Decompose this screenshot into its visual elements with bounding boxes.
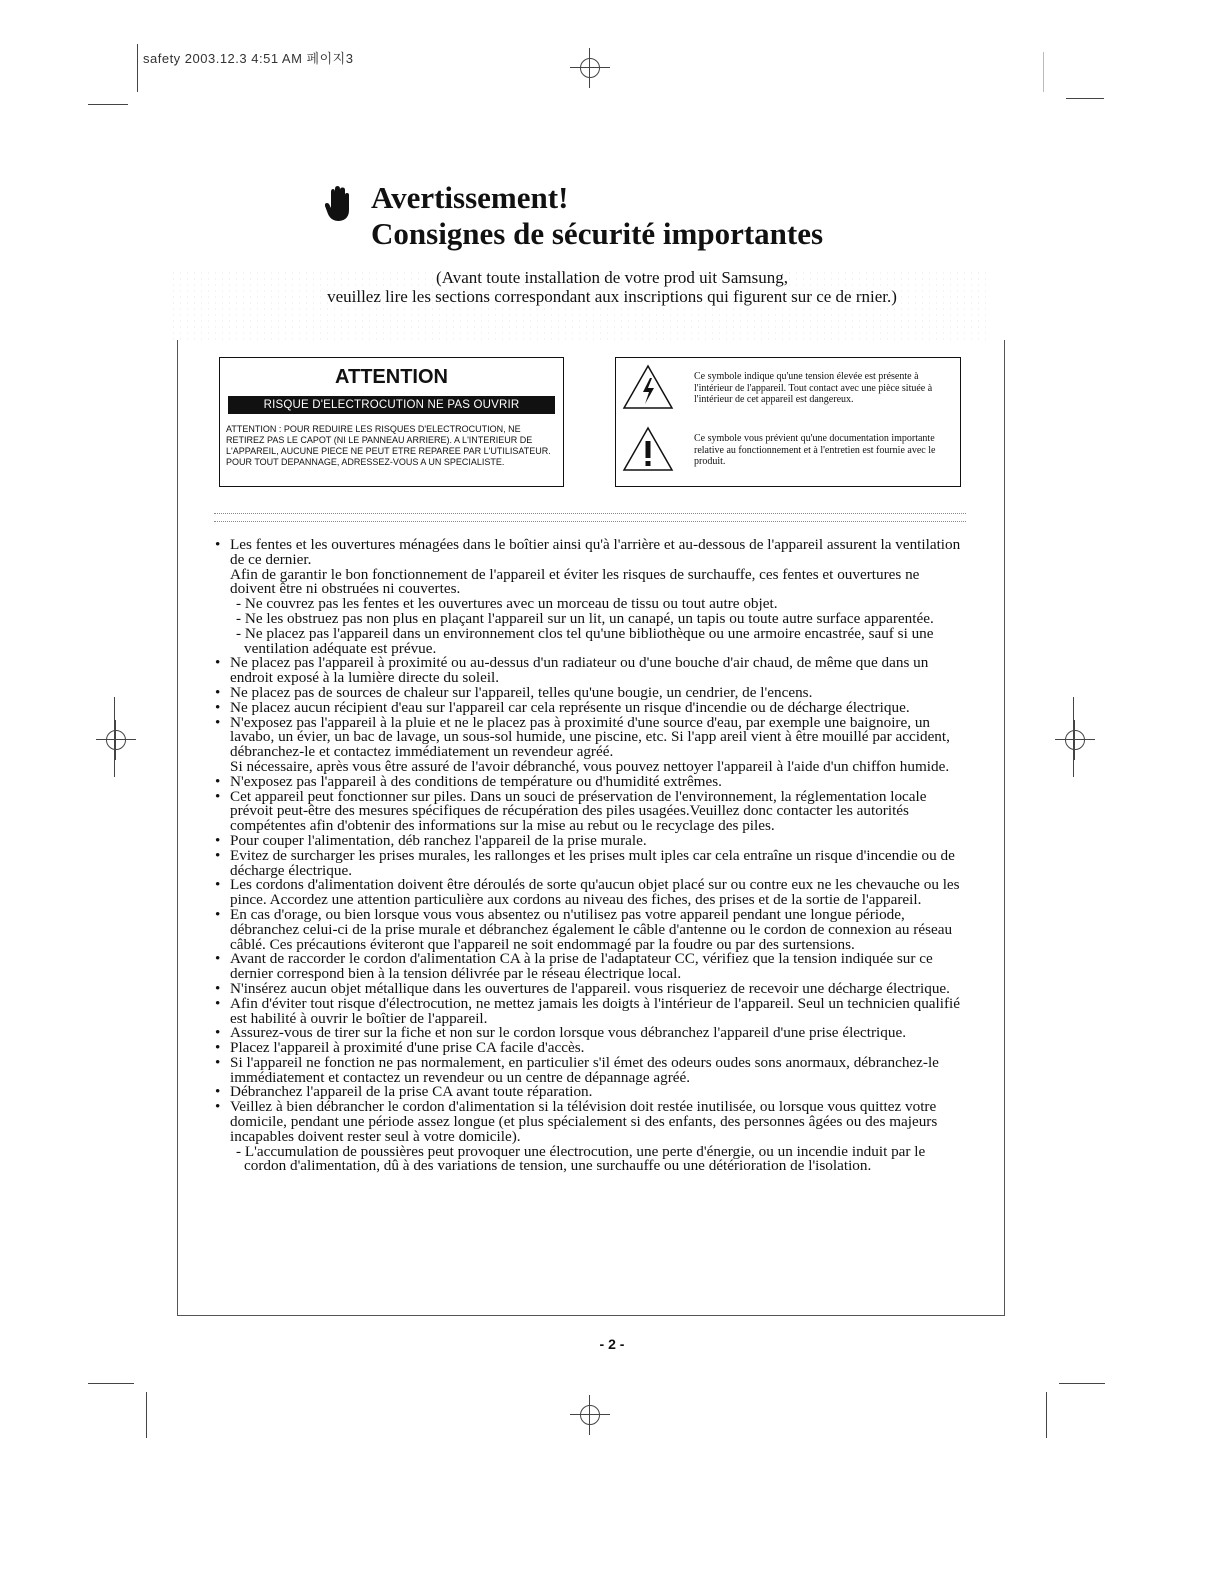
list-item-text: • N'exposez pas l'appareil à des conditions de température ou d'humidité extrêmes.: [230, 772, 722, 790]
exclamation-warning-icon: [622, 426, 674, 472]
attention-warning-bar: RISQUE D'ELECTROCUTION NE PAS OUVRIR: [228, 396, 555, 414]
list-item-text: • Ne placez pas l'appareil à proximité ou au-dessus d'un radiateur ou d'une bouche d'air chaud, de même que dans un endroit exposé à la lumière directe du soleil.: [230, 654, 929, 687]
separator-line-1: [214, 513, 966, 514]
instructions-list: [214, 538, 966, 1174]
list-item-text: • Les fentes et les ouvertures ménagées dans le boîtier ainsi qu'à l'arrière et au-dessous de l'appareil assurent la ventilation de ce dernier.: [230, 536, 961, 568]
registration-mark-bottom: [570, 1395, 610, 1435]
list-item-text: • Pour couper l'alimentation, déb ranchez l'appareil de la prise murale.: [230, 831, 647, 849]
list-item: [214, 1100, 966, 1174]
list-item: [214, 878, 966, 908]
list-item: [214, 846, 966, 879]
list-item-text: • Si l'appareil ne fonction ne pas normalement, en particulier s'il émet des odeurs oudes sons anormaux, débranchez-le immédiatement et contactez un revendeur ou un centre de dépannage agréé.: [230, 1053, 939, 1086]
frame-left: [177, 340, 178, 1315]
registration-mark-right: [1055, 720, 1095, 760]
crop-mark-bottom-right-h: [1059, 1383, 1105, 1384]
list-item: [214, 656, 966, 686]
symbol-2-text: Ce symbole vous prévient qu'une documentation importante relative au fonctionnement et à l'entretien est fournie avec le produit.: [694, 433, 936, 467]
list-item-text: • Ne placez pas de sources de chaleur sur l'appareil, telles qu'une bougie, un cendrier, de l'encens.: [230, 683, 813, 701]
list-item-text: • Avant de raccorder le cordon d'alimentation CA à la prise de l'adaptateur CC, vérifiez que la tension indiquée sur ce dernier correspond bien à la tension délivrée par le réseau électrique local.: [230, 950, 933, 983]
list-item-text: • Cet appareil peut fonctionner sur piles. Dans un souci de préservation de l'environnement, la réglementation locale prévoit peut-être des mesures spécifiques de récupération des piles usagées.Veuillez donc contacter les autorités compétentes afin d'obtenir des informations sur la mise au rebut ou le recyclage des piles.: [230, 787, 927, 835]
list-item: [214, 787, 966, 835]
list-item-text: • N'insérez aucun objet métallique dans les ouvertures de l'appareil. vous risqueriez de recevoir une décharge électrique.: [230, 979, 950, 997]
frame-bottom: [177, 1315, 1005, 1316]
list-item-extra: Afin de garantir le bon fonctionnement de l'appareil et éviter les risques de surchauffe, ces fentes et ouvertures ne doivent être ni obstruées ni couvertes.: [230, 565, 920, 598]
registration-mark-left: [96, 720, 136, 760]
list-sub-item: - Ne couvrez pas les fentes et les ouvertures avec un morceau de tissu ou tout autre objet.: [236, 595, 778, 613]
lightning-warning-icon: [622, 364, 674, 410]
list-item-text: • Les cordons d'alimentation doivent être déroulés de sorte qu'aucun objet placé sur ou contre eux ne les chevauche ou les pince. Accordez une attention particulière aux cordons au niveau des fiches, des prises et de la sortie de l'appareil.: [230, 876, 960, 909]
separator-line-2: [214, 521, 966, 522]
print-stamp: safety 2003.12.3 4:51 AM 페이지3: [143, 51, 354, 66]
crop-mark-bottom-left-h: [88, 1383, 134, 1384]
crop-mark-bottom-right: [1046, 1392, 1047, 1438]
attention-text: ATTENTION : POUR REDUIRE LES RISQUES D'ELECTROCUTION, NE RETIREZ PAS LE CAPOT (NI LE PANNEAU ARRIERE). A L'INTERIEUR DE L'APPAREIL, AUCUNE PIECE NE PEUT ETRE REPAREE PAR L'UTILISATEUR. POUR TOUT DEPANNAGE, ADRESSEZ-VOUS A UN SPECIALISTE.: [226, 424, 551, 467]
subtitle-line-1: (Avant toute installation de votre prod uit Samsung,: [436, 268, 788, 287]
list-item-text: • Assurez-vous de tirer sur la fiche et non sur le cordon lorsque vous débranchez l'appareil d'une prise électrique.: [230, 1024, 907, 1042]
page-number: - 2 -: [599, 1336, 625, 1352]
list-item: [214, 713, 966, 775]
crop-mark-top-right: [1043, 52, 1044, 92]
safety-instructions: [214, 538, 966, 1174]
list-item-text: • Ne placez aucun récipient d'eau sur l'appareil car cela représente un risque d'incendie ou de décharge électrique.: [230, 698, 910, 716]
list-sub-item: - Ne placez pas l'appareil dans un environnement clos tel qu'une bibliothèque ou une armoire encastrée, sauf si une ventilation adéquate est prévue.: [236, 624, 934, 657]
subtitle-line-2: veuillez lire les sections correspondant aux inscriptions qui figurent sur ce de rnier.): [327, 287, 897, 306]
list-item: [214, 994, 966, 1027]
title-line-2: Consignes de sécurité importantes: [371, 216, 824, 251]
list-item-text: • Afin d'éviter tout risque d'électrocution, ne mettez jamais les doigts à l'intérieur de l'appareil. Seul un technicien qualifié est habilité à ouvrir le boîtier de l'appareil.: [230, 994, 961, 1027]
symbol-1-text: Ce symbole indique qu'une tension élevée est présente à l'intérieur de l'appareil. Tout contact avec une pièce située à l'intérieur de cet appareil est dangereux.: [694, 371, 933, 405]
list-item-text: • Evitez de surcharger les prises murales, les rallonges et les prises mult iples car cela entraîne un risque d'incendie ou de décharge électrique.: [230, 846, 955, 879]
crop-mark-bottom-left: [146, 1392, 147, 1438]
list-sub-item: - Ne les obstruez pas non plus en plaçant l'appareil sur un lit, un canapé, un tapis ou toute autre surface apparentée.: [236, 609, 934, 627]
list-item-text: • Veillez à bien débrancher le cordon d'alimentation si la télévision doit restée inutilisée, ou lorsque vous quittez votre domicile, pendant une période assez longue (et plus spécialement si des enfants, des personnes âgées ou des majeurs incapables doivent rester seul à votre domicile).: [230, 1098, 938, 1145]
reg-line-right: [1073, 697, 1074, 777]
list-item: [214, 1053, 966, 1086]
registration-mark-top: [570, 48, 610, 88]
list-item: [214, 952, 966, 982]
list-item: [214, 905, 966, 953]
crop-mark-top-left-h: [88, 104, 128, 105]
attention-box: [219, 357, 564, 487]
list-item-text: • En cas d'orage, ou bien lorsque vous vous absentez ou n'utilisez pas votre appareil pendant une longue période, débranchez celui-ci de la prise murale et débranchez également le câble d'antenne ou le cordon de connexion au réseau câblé. Ces précautions éviteront que l'appareil ne soit endommagé par la foudre ou par des surtensions.: [230, 905, 953, 953]
list-item-text: • N'exposez pas l'appareil à la pluie et ne le placez pas à proximité d'une source d'eau, par exemple une baignoire, un lavabo, un évier, un bac de lavage, un sous-sol humide, une piscine, etc. Si l'app areil vient à être mouillé par accident, débranchez-le et contactez immédiatement un revendeur agréé.: [230, 713, 950, 761]
title-line-1: Avertissement!: [371, 180, 569, 215]
hand-stop-icon: [325, 186, 351, 222]
list-sub-item: - L'accumulation de poussières peut provoquer une électrocution, une perte d'énergie, ou un incendie induit par le cordon d'alimentation, dû à des variations de tension, une surchauffe ou une détérioration de l'isolation.: [236, 1142, 926, 1175]
crop-mark-top-left: [137, 44, 138, 92]
frame-right: [1004, 340, 1005, 1315]
symbols-box: [615, 357, 961, 487]
reg-line-left: [114, 697, 115, 777]
list-item-extra: Si nécessaire, après vous être assuré de l'avoir débranché, vous pouvez nettoyer l'appareil à l'aide d'un chiffon humide.: [230, 757, 950, 775]
crop-mark-top-right-h: [1066, 98, 1104, 99]
list-item-text: • Débranchez l'appareil de la prise CA avant toute réparation.: [230, 1083, 593, 1101]
attention-title: ATTENTION: [335, 366, 448, 388]
list-item: [214, 538, 966, 656]
list-item-text: • Placez l'appareil à proximité d'une prise CA facile d'accès.: [230, 1039, 585, 1057]
